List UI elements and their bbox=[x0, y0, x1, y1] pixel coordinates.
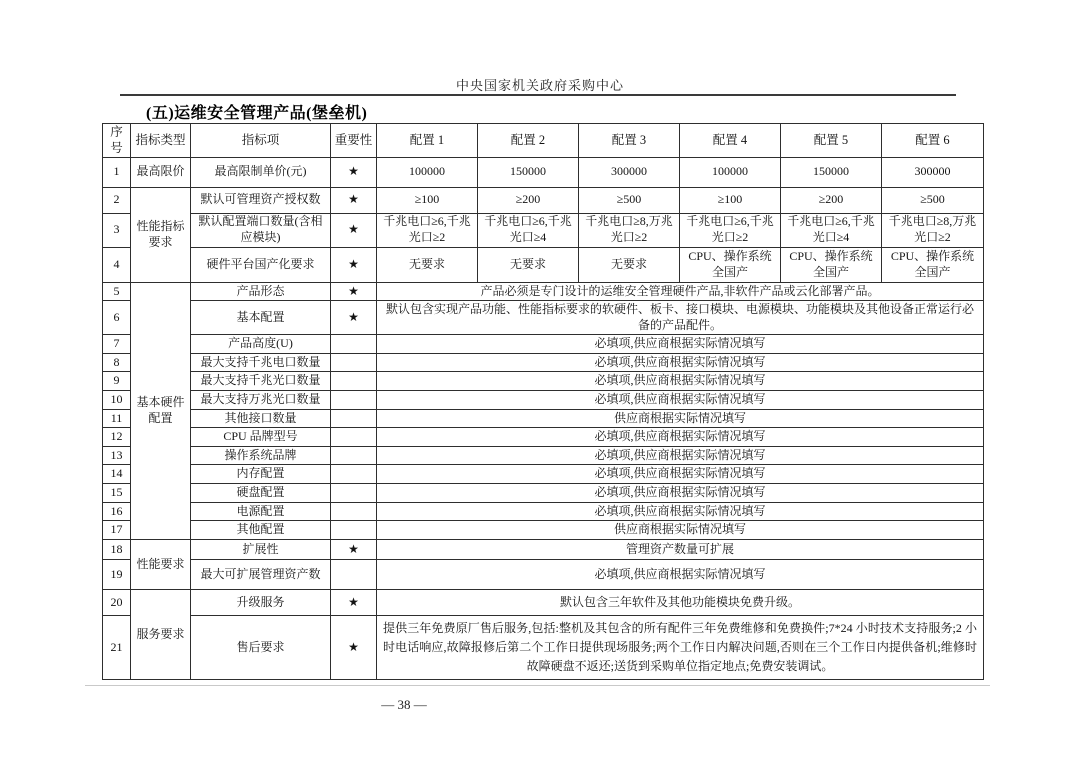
requirement-cell: 必填项,供应商根据实际情况填写 bbox=[377, 559, 984, 589]
importance-cell: ★ bbox=[331, 247, 377, 282]
row-number-cell: 3 bbox=[103, 213, 131, 247]
config-value-cell: 千兆电口≥6,千兆光口≥4 bbox=[781, 213, 882, 247]
config-value-cell: 千兆电口≥8,万兆光口≥2 bbox=[882, 213, 984, 247]
table-row bbox=[103, 409, 984, 428]
table-header-row bbox=[103, 124, 984, 158]
importance-cell bbox=[331, 484, 377, 503]
indicator-item-cell: 最大支持千兆电口数量 bbox=[191, 353, 331, 372]
importance-cell bbox=[331, 465, 377, 484]
col-header-type: 指标类型 bbox=[131, 124, 191, 158]
indicator-item-cell: CPU 品牌型号 bbox=[191, 428, 331, 447]
indicator-item-cell: 最大支持千兆光口数量 bbox=[191, 372, 331, 391]
table-row bbox=[103, 213, 984, 247]
col-header-config4: 配置 4 bbox=[680, 124, 781, 158]
importance-cell bbox=[331, 335, 377, 354]
indicator-item-cell: 最大可扩展管理资产数 bbox=[191, 559, 331, 589]
indicator-type-cell: 基本硬件配置 bbox=[131, 282, 191, 539]
page-number: — 38 — bbox=[381, 697, 427, 712]
table-row bbox=[103, 615, 984, 679]
requirement-cell: 供应商根据实际情况填写 bbox=[377, 521, 984, 540]
indicator-item-cell: 售后要求 bbox=[191, 615, 331, 679]
indicator-item-cell: 其他接口数量 bbox=[191, 409, 331, 428]
row-number-cell: 7 bbox=[103, 335, 131, 354]
table-row bbox=[103, 301, 984, 335]
col-header-config1: 配置 1 bbox=[377, 124, 478, 158]
indicator-type-cell: 性能要求 bbox=[131, 539, 191, 589]
importance-cell: ★ bbox=[331, 589, 377, 615]
config-value-cell: 150000 bbox=[781, 157, 882, 187]
table-row bbox=[103, 157, 984, 187]
indicator-item-cell: 扩展性 bbox=[191, 539, 331, 559]
row-number-cell: 6 bbox=[103, 301, 131, 335]
row-number-cell: 15 bbox=[103, 484, 131, 503]
config-value-cell: ≥100 bbox=[680, 187, 781, 213]
importance-cell bbox=[331, 428, 377, 447]
table-row bbox=[103, 465, 984, 484]
importance-cell: ★ bbox=[331, 615, 377, 679]
config-value-cell: ≥500 bbox=[882, 187, 984, 213]
table-row bbox=[103, 372, 984, 391]
config-value-cell: 无要求 bbox=[478, 247, 579, 282]
footer-rule bbox=[85, 685, 990, 686]
config-value-cell: 千兆电口≥8,万兆光口≥2 bbox=[579, 213, 680, 247]
table-row bbox=[103, 521, 984, 540]
row-number-cell: 20 bbox=[103, 589, 131, 615]
importance-cell: ★ bbox=[331, 539, 377, 559]
table-row bbox=[103, 539, 984, 559]
requirement-cell: 必填项,供应商根据实际情况填写 bbox=[377, 428, 984, 447]
indicator-type-cell: 服务要求 bbox=[131, 589, 191, 679]
requirement-cell: 产品必须是专门设计的运维安全管理硬件产品,非软件产品或云化部署产品。 bbox=[377, 282, 984, 301]
indicator-item-cell: 最大支持万兆光口数量 bbox=[191, 391, 331, 410]
indicator-item-cell: 操作系统品牌 bbox=[191, 446, 331, 465]
importance-cell bbox=[331, 353, 377, 372]
config-value-cell: 150000 bbox=[478, 157, 579, 187]
row-number-cell: 8 bbox=[103, 353, 131, 372]
col-header-importance: 重要性 bbox=[331, 124, 377, 158]
table-row bbox=[103, 282, 984, 301]
importance-cell bbox=[331, 391, 377, 410]
row-number-cell: 17 bbox=[103, 521, 131, 540]
table-row bbox=[103, 502, 984, 521]
requirement-cell: 必填项,供应商根据实际情况填写 bbox=[377, 502, 984, 521]
importance-cell bbox=[331, 559, 377, 589]
indicator-item-cell: 默认配置端口数量(含相应模块) bbox=[191, 213, 331, 247]
col-header-config5: 配置 5 bbox=[781, 124, 882, 158]
document-header-title: 中央国家机关政府采购中心 bbox=[455, 78, 624, 93]
col-header-config6: 配置 6 bbox=[882, 124, 984, 158]
importance-cell bbox=[331, 502, 377, 521]
importance-cell bbox=[331, 521, 377, 540]
config-value-cell: 100000 bbox=[680, 157, 781, 187]
indicator-item-cell: 产品形态 bbox=[191, 282, 331, 301]
col-header-config2: 配置 2 bbox=[478, 124, 579, 158]
table-row bbox=[103, 484, 984, 503]
indicator-item-cell: 默认可管理资产授权数 bbox=[191, 187, 331, 213]
config-value-cell: ≥500 bbox=[579, 187, 680, 213]
requirement-cell: 必填项,供应商根据实际情况填写 bbox=[377, 372, 984, 391]
indicator-item-cell: 其他配置 bbox=[191, 521, 331, 540]
config-value-cell: ≥200 bbox=[478, 187, 579, 213]
row-number-cell: 12 bbox=[103, 428, 131, 447]
indicator-item-cell: 基本配置 bbox=[191, 301, 331, 335]
indicator-item-cell: 产品高度(U) bbox=[191, 335, 331, 354]
config-value-cell: 无要求 bbox=[377, 247, 478, 282]
config-value-cell: 300000 bbox=[579, 157, 680, 187]
table-row bbox=[103, 247, 984, 282]
indicator-item-cell: 最高限制单价(元) bbox=[191, 157, 331, 187]
importance-cell: ★ bbox=[331, 187, 377, 213]
row-number-cell: 9 bbox=[103, 372, 131, 391]
requirement-cell: 管理资产数量可扩展 bbox=[377, 539, 984, 559]
indicator-item-cell: 内存配置 bbox=[191, 465, 331, 484]
config-value-cell: ≥200 bbox=[781, 187, 882, 213]
config-value-cell: 千兆电口≥6,千兆光口≥2 bbox=[680, 213, 781, 247]
requirement-cell: 必填项,供应商根据实际情况填写 bbox=[377, 353, 984, 372]
row-number-cell: 19 bbox=[103, 559, 131, 589]
table-row bbox=[103, 391, 984, 410]
config-value-cell: CPU、操作系统全国产 bbox=[781, 247, 882, 282]
row-number-cell: 21 bbox=[103, 615, 131, 679]
header-rule bbox=[120, 94, 956, 96]
requirement-cell: 必填项,供应商根据实际情况填写 bbox=[377, 465, 984, 484]
section-title: (五)运维安全管理产品(堡垒机) bbox=[146, 105, 368, 122]
config-value-cell: 千兆电口≥6,千兆光口≥4 bbox=[478, 213, 579, 247]
col-header-item: 指标项 bbox=[191, 124, 331, 158]
importance-cell: ★ bbox=[331, 282, 377, 301]
requirement-cell: 提供三年免费原厂售后服务,包括:整机及其包含的所有配件三年免费维修和免费换件;7*24 小时技术支持服务;2 小时电话响应,故障报修后第二个工作日提供现场服务;两个工作日内解决问题,否则在三个工作日内提供备机;维修时故障硬盘不返还;送货到采购单位指定地点;免费安装调试。 bbox=[377, 615, 984, 679]
config-value-cell: CPU、操作系统全国产 bbox=[680, 247, 781, 282]
config-value-cell: 300000 bbox=[882, 157, 984, 187]
config-value-cell: CPU、操作系统全国产 bbox=[882, 247, 984, 282]
col-header-config3: 配置 3 bbox=[579, 124, 680, 158]
importance-cell: ★ bbox=[331, 213, 377, 247]
requirement-cell: 供应商根据实际情况填写 bbox=[377, 409, 984, 428]
table-row bbox=[103, 559, 984, 589]
config-value-cell: ≥100 bbox=[377, 187, 478, 213]
importance-cell: ★ bbox=[331, 301, 377, 335]
row-number-cell: 2 bbox=[103, 187, 131, 213]
table-row bbox=[103, 428, 984, 447]
indicator-item-cell: 硬件平台国产化要求 bbox=[191, 247, 331, 282]
row-number-cell: 4 bbox=[103, 247, 131, 282]
indicator-type-cell: 性能指标要求 bbox=[131, 187, 191, 282]
config-value-cell: 千兆电口≥6,千兆光口≥2 bbox=[377, 213, 478, 247]
row-number-cell: 18 bbox=[103, 539, 131, 559]
row-number-cell: 5 bbox=[103, 282, 131, 301]
indicator-type-cell: 最高限价 bbox=[131, 157, 191, 187]
row-number-cell: 14 bbox=[103, 465, 131, 484]
importance-cell bbox=[331, 409, 377, 428]
table-row bbox=[103, 187, 984, 213]
importance-cell bbox=[331, 446, 377, 465]
table-row bbox=[103, 353, 984, 372]
importance-cell: ★ bbox=[331, 157, 377, 187]
requirement-cell: 默认包含实现产品功能、性能指标要求的软硬件、板卡、接口模块、电源模块、功能模块及其他设备正常运行必备的产品配件。 bbox=[377, 301, 984, 335]
requirement-cell: 默认包含三年软件及其他功能模块免费升级。 bbox=[377, 589, 984, 615]
requirement-cell: 必填项,供应商根据实际情况填写 bbox=[377, 391, 984, 410]
requirement-cell: 必填项,供应商根据实际情况填写 bbox=[377, 446, 984, 465]
table-row bbox=[103, 589, 984, 615]
table-row bbox=[103, 446, 984, 465]
indicator-item-cell: 硬盘配置 bbox=[191, 484, 331, 503]
config-value-cell: 无要求 bbox=[579, 247, 680, 282]
spec-table bbox=[102, 123, 984, 680]
table-row bbox=[103, 335, 984, 354]
row-number-cell: 1 bbox=[103, 157, 131, 187]
indicator-item-cell: 升级服务 bbox=[191, 589, 331, 615]
requirement-cell: 必填项,供应商根据实际情况填写 bbox=[377, 335, 984, 354]
row-number-cell: 11 bbox=[103, 409, 131, 428]
config-value-cell: 100000 bbox=[377, 157, 478, 187]
row-number-cell: 13 bbox=[103, 446, 131, 465]
requirement-cell: 必填项,供应商根据实际情况填写 bbox=[377, 484, 984, 503]
indicator-item-cell: 电源配置 bbox=[191, 502, 331, 521]
row-number-cell: 16 bbox=[103, 502, 131, 521]
importance-cell bbox=[331, 372, 377, 391]
row-number-cell: 10 bbox=[103, 391, 131, 410]
col-header-no: 序号 bbox=[103, 124, 131, 158]
